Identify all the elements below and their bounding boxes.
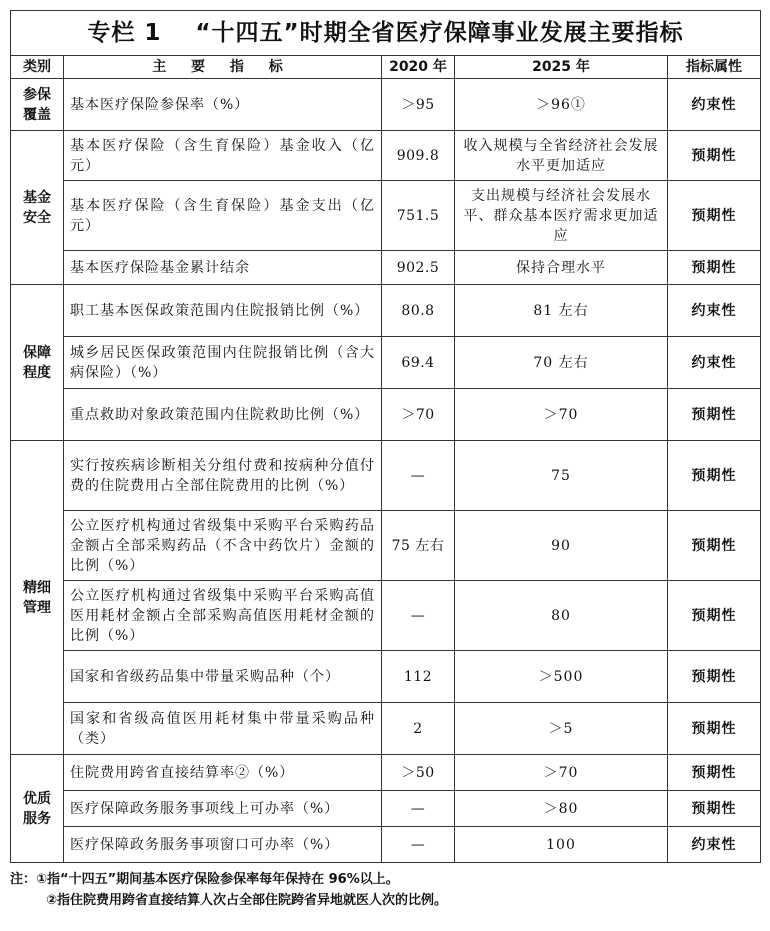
value-2020: — xyxy=(382,441,455,511)
header-2020: 2020 年 xyxy=(382,56,455,79)
note-1 xyxy=(10,869,760,890)
attribute-cell: 预期性 xyxy=(668,131,761,181)
attribute-cell: 预期性 xyxy=(668,511,761,581)
value-2020: — xyxy=(382,791,455,827)
value-2025: 75 xyxy=(455,441,668,511)
value-2025: ＞96① xyxy=(455,79,668,131)
attribute-cell: 预期性 xyxy=(668,791,761,827)
attribute-cell: 预期性 xyxy=(668,251,761,285)
value-2020: 75 左右 xyxy=(382,511,455,581)
value-2025: ＞80 xyxy=(455,791,668,827)
value-2025: 100 xyxy=(455,827,668,863)
header-indicator: 主 要 指 标 xyxy=(64,56,382,79)
table-row xyxy=(11,651,761,703)
value-2020: 902.5 xyxy=(382,251,455,285)
table-row xyxy=(11,131,761,181)
value-2020: 80.8 xyxy=(382,285,455,337)
indicator-cell: 国家和省级药品集中带量采购品种（个） xyxy=(64,651,382,703)
table-row xyxy=(11,441,761,511)
attribute-cell: 预期性 xyxy=(668,651,761,703)
value-2025: ＞5 xyxy=(455,703,668,755)
note-2 xyxy=(10,890,760,911)
table-row xyxy=(11,251,761,285)
indicator-cell: 重点救助对象政策范围内住院救助比例（%） xyxy=(64,389,382,441)
category-protection-level: 保障程度 xyxy=(11,285,64,441)
table-row xyxy=(11,79,761,131)
attribute-cell: 预期性 xyxy=(668,181,761,251)
table-title xyxy=(11,11,761,56)
value-2025: ＞70 xyxy=(455,389,668,441)
attribute-cell: 预期性 xyxy=(668,441,761,511)
indicators-table xyxy=(10,10,761,863)
value-2020: 909.8 xyxy=(382,131,455,181)
title-text: “十四五”时期全省医疗保障事业发展主要指标 xyxy=(195,20,684,46)
value-2020: ＞70 xyxy=(382,389,455,441)
attribute-cell: 预期性 xyxy=(668,755,761,791)
header-attribute: 指标属性 xyxy=(668,56,761,79)
category-refined-management: 精细管理 xyxy=(11,441,64,755)
title-row xyxy=(11,11,761,56)
value-2025: 收入规模与全省经济社会发展水平更加适应 xyxy=(455,131,668,181)
indicator-cell: 基本医疗保险参保率（%） xyxy=(64,79,382,131)
table-row xyxy=(11,755,761,791)
value-2025: 80 xyxy=(455,581,668,651)
attribute-cell: 约束性 xyxy=(668,285,761,337)
value-2025: 支出规模与经济社会发展水平、群众基本医疗需求更加适应 xyxy=(455,181,668,251)
table-row xyxy=(11,791,761,827)
value-2025: 90 xyxy=(455,511,668,581)
note-1-text: ①指“十四五”期间基本医疗保险参保率每年保持在 96%以上。 xyxy=(36,872,399,887)
category-quality-service: 优质服务 xyxy=(11,755,64,863)
indicator-cell: 住院费用跨省直接结算率②（%） xyxy=(64,755,382,791)
indicator-cell: 国家和省级高值医用耗材集中带量采购品种（类） xyxy=(64,703,382,755)
indicator-cell: 职工基本医保政策范围内住院报销比例（%） xyxy=(64,285,382,337)
table-row xyxy=(11,285,761,337)
value-2020: 112 xyxy=(382,651,455,703)
header-2025: 2025 年 xyxy=(455,56,668,79)
value-2025: ＞500 xyxy=(455,651,668,703)
indicator-cell: 公立医疗机构通过省级集中采购平台采购高值医用耗材金额占全部采购高值医用耗材金额的比例（%） xyxy=(64,581,382,651)
value-2020: ＞95 xyxy=(382,79,455,131)
indicator-cell: 医疗保障政务服务事项线上可办率（%） xyxy=(64,791,382,827)
table-row xyxy=(11,827,761,863)
table-row xyxy=(11,511,761,581)
table-row xyxy=(11,181,761,251)
note-2-text: ②指住院费用跨省直接结算人次占全部住院跨省异地就医人次的比例。 xyxy=(46,893,448,908)
column-number: 专栏 1 xyxy=(87,20,162,46)
attribute-cell: 预期性 xyxy=(668,389,761,441)
table-notes xyxy=(10,869,760,911)
attribute-cell: 约束性 xyxy=(668,79,761,131)
indicator-cell: 城乡居民医保政策范围内住院报销比例（含大病保险）（%） xyxy=(64,337,382,389)
category-fund-safety: 基金安全 xyxy=(11,131,64,285)
attribute-cell: 约束性 xyxy=(668,827,761,863)
value-2020: 69.4 xyxy=(382,337,455,389)
value-2025: 81 左右 xyxy=(455,285,668,337)
indicator-cell: 医疗保障政务服务事项窗口可办率（%） xyxy=(64,827,382,863)
table-row xyxy=(11,337,761,389)
table-row xyxy=(11,389,761,441)
indicator-cell: 基本医疗保险基金累计结余 xyxy=(64,251,382,285)
indicator-cell: 公立医疗机构通过省级集中采购平台采购药品金额占全部采购药品（不含中药饮片）金额的比例（%） xyxy=(64,511,382,581)
value-2020: — xyxy=(382,581,455,651)
value-2025: 保持合理水平 xyxy=(455,251,668,285)
attribute-cell: 预期性 xyxy=(668,581,761,651)
header-row xyxy=(11,56,761,79)
value-2025: 70 左右 xyxy=(455,337,668,389)
indicator-cell: 实行按疾病诊断相关分组付费和按病种分值付费的住院费用占全部住院费用的比例（%） xyxy=(64,441,382,511)
value-2025: ＞70 xyxy=(455,755,668,791)
category-coverage: 参保覆盖 xyxy=(11,79,64,131)
table-row xyxy=(11,703,761,755)
attribute-cell: 约束性 xyxy=(668,337,761,389)
value-2020: ＞50 xyxy=(382,755,455,791)
value-2020: 2 xyxy=(382,703,455,755)
indicator-cell: 基本医疗保险（含生育保险）基金收入（亿元） xyxy=(64,131,382,181)
value-2020: — xyxy=(382,827,455,863)
attribute-cell: 预期性 xyxy=(668,703,761,755)
table-row xyxy=(11,581,761,651)
notes-prefix: 注： xyxy=(10,872,37,887)
value-2020: 751.5 xyxy=(382,181,455,251)
header-category: 类别 xyxy=(11,56,64,79)
indicator-cell: 基本医疗保险（含生育保险）基金支出（亿元） xyxy=(64,181,382,251)
